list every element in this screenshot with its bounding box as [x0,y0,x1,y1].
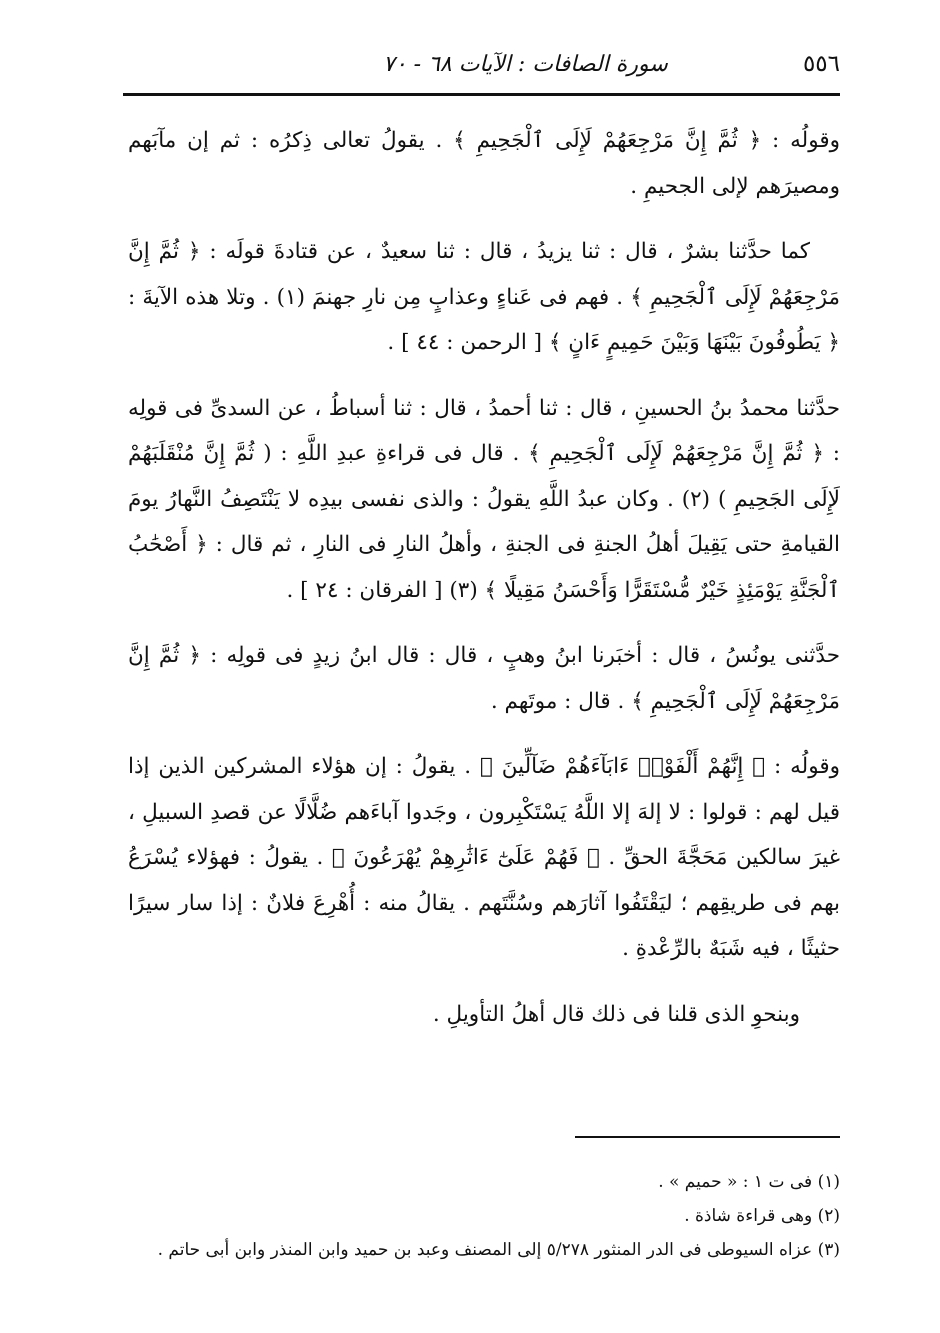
page-header [123,44,840,84]
page-number: ٥٥٦ [802,51,840,77]
footnote-1: (١) فى ت ١ : « حميم » . [658,1172,840,1192]
footnotes [128,1165,840,1267]
paragraph-4: حدَّثنى يونُسُ ، قال : أخبَرنا ابنُ وهبٍ ، قال : قال ابنُ زيدٍ فى قولِه : ﴿ ثُمَّ إِنَّ مَرْجِعَهُمْ لَإِلَى ٱلْجَحِيمِ ﴾ . قال : موتَهم . [128,643,840,714]
footnote-2: (٢) وهى قراءة شاذة . [684,1206,840,1226]
header-rule [123,93,840,96]
paragraph-3: حدَّثنا محمدُ بنُ الحسينِ ، قال : ثنا أحمدُ ، قال : ثنا أسباطُ ، عن السدىِّ فى قولِه : ﴿ ثُمَّ إِنَّ مَرْجِعَهُمْ لَإِلَى ٱلْجَحِيمِ ﴾ . قال فى قراءةِ عبدِ اللَّهِ : ( ثُمَّ إِنَّ مُنْقَلَبَهُمْ لَإِلَى الجَحِيمِ ) (٢) . وكان عبدُ اللَّهِ يقولُ : والذى نفسى بيدِه لا يَنْتَصِفُ النَّهارُ يومَ القيامةِ حتى يَقِيلَ أهلُ الجنةِ فى الجنةِ ، وأهلُ النارِ فى النارِ ، ثم قال : ﴿ أَصْحَٰبُ ٱلْجَنَّةِ يَوْمَئِذٍ خَيْرٌ مُّسْتَقَرًّا وَأَحْسَنُ مَقِيلًا ﴾ (٣) [ الفرقان : ٢٤ ] . [128,395,840,603]
paragraph-1: وقولُه : ﴿ ثُمَّ إِنَّ مَرْجِعَهُمْ لَإِلَى ٱلْجَحِيمِ ﴾ . يقولُ تعالى ذِكرُه : ثم إن مآبَهم ومصيرَهم لإلى الجحيمِ . [128,128,840,199]
footnote-rule [575,1136,840,1138]
paragraph-5: وقولُه : ﴿ إِنَّهُمْ أَلْفَوْا۟ ءَابَآءَهُمْ ضَآلِّينَ ﴾ . يقولُ : إن هؤلاء المشركين الذين إذا قيل لهم : قولوا : لا إلهَ إلا اللَّهُ يَسْتَكْبِرون ، وجَدوا آباءَهم ضُلَّالًا عن قصدِ السبيلِ ، غيرَ سالكين مَحَجَّةَ الحقِّ . ﴿ فَهُمْ عَلَىٰٓ ءَاثَٰرِهِمْ يُهْرَعُونَ ﴾ . يقولُ : فهؤلاء يُسْرَعُ بهم فى طريقِهم ؛ ليَقْتَفُوا آثارَهم وسُنَّتَهم . يقالُ منه : أُهْرِعَ فلانٌ : إذا سار سيرًا حثيثًا ، فيه شَبَهٌ بالرِّعْدةِ . [128,754,840,961]
paragraph-6: وبنحوِ الذى قلنا فى ذلك قال أهلُ التأويلِ . [432,1001,800,1027]
footnote-3: (٣) عزاه السيوطى فى الدر المنثور ٥/٢٧٨ إلى المصنف وعبد بن حميد وابن المنذر وابن أبى حاتم . [157,1240,840,1260]
running-title: سورة الصافات : الآيات ٦٨ - ٧٠ [383,51,668,77]
main-text [128,118,840,1057]
paragraph-2: كما حدَّثنا بشرٌ ، قال : ثنا يزيدُ ، قال : ثنا سعيدٌ ، عن قتادةَ قولَه : ﴿ ثُمَّ إِنَّ مَرْجِعَهُمْ لَإِلَى ٱلْجَحِيمِ ﴾ . فهم فى عَناءٍ وعذابٍ مِن نارِ جهنمَ (١) . وتلا هذه الآيةَ : ﴿ يَطُوفُونَ بَيْنَهَا وَبَيْنَ حَمِيمٍ ءَانٍ ﴾ [ الرحمن : ٤٤ ] . [128,239,840,355]
